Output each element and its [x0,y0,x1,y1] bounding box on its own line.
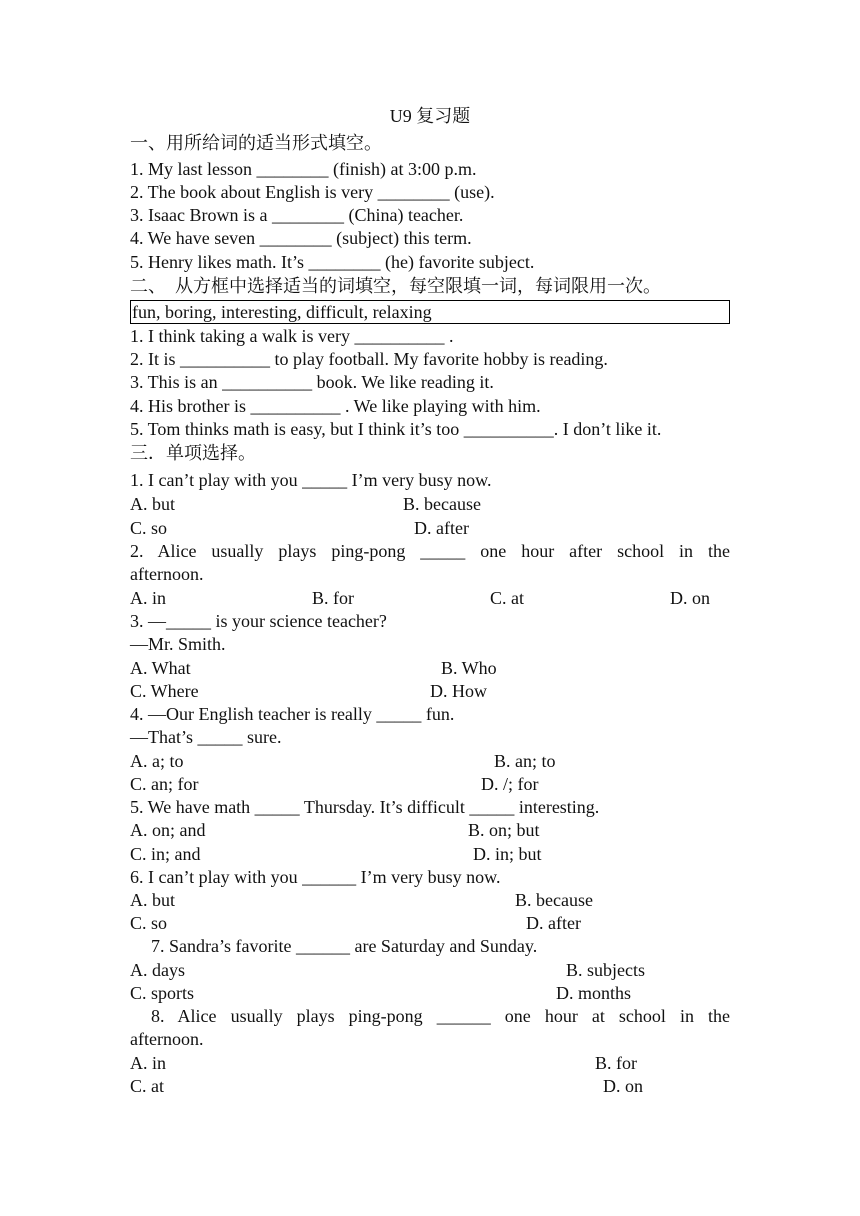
question-2-stem-cont: afternoon. [130,564,204,584]
question-7-option-b: B. subjects [566,960,645,980]
question-6-option-a: A. but [130,890,175,910]
question-5-option-b: B. on; but [468,820,540,840]
question-1-option-d: D. after [414,518,469,538]
question-3-option-a: A. What [130,658,191,678]
question-7-option-a: A. days [130,960,185,980]
question-5-stem: 5. We have math _____ Thursday. It’s difficult _____ interesting. [130,797,600,817]
section2-heading: 二、 从方框中选择适当的词填空，每空限填一词，每词限用一次。 [130,276,661,296]
section3-heading: 三．单项选择。 [130,443,256,463]
page-title: U9 复习题 [389,106,471,126]
question-6-stem: 6. I can’t play with you ______ I’m very busy now. [130,867,501,887]
question-1-option-b: B. because [403,494,481,514]
question-4-option-c: C. an; for [130,774,199,794]
question-4-reply: —That’s _____ sure. [130,727,282,747]
question-2-option-d: D. on [670,588,710,608]
question-1-option-c: C. so [130,518,168,538]
question-4-option-b: B. an; to [494,751,556,771]
question-8-option-a: A. in [130,1053,166,1073]
section1-item-1: 1. My last lesson ________ (finish) at 3:00 p.m. [130,159,477,179]
question-2-stem: 2. Alice usually plays ping-pong _____ one hour after school in the [130,541,730,561]
question-3-option-d: D. How [430,681,487,701]
question-8-option-d: D. on [603,1076,643,1096]
section1-heading: 一、用所给词的适当形式填空。 [130,133,382,153]
question-6-option-c: C. so [130,913,168,933]
question-8-option-b: B. for [595,1053,637,1073]
section1-item-4: 4. We have seven ________ (subject) this term. [130,228,472,248]
section1-item-3: 3. Isaac Brown is a ________ (China) teacher. [130,205,464,225]
question-6-option-d: D. after [526,913,581,933]
section2-item-2: 2. It is __________ to play football. My favorite hobby is reading. [130,349,608,369]
section1-item-2: 2. The book about English is very ________ (use). [130,182,495,202]
question-2-option-b: B. for [312,588,354,608]
section1-item-5: 5. Henry likes math. It’s ________ (he) favorite subject. [130,252,535,272]
section2-item-4: 4. His brother is __________ . We like playing with him. [130,396,541,416]
question-7-stem: 7. Sandra’s favorite ______ are Saturday and Sunday. [151,936,538,956]
word-box-text: fun, boring, interesting, difficult, relaxing [132,302,432,322]
question-5-option-c: C. in; and [130,844,201,864]
question-7-option-d: D. months [556,983,632,1003]
section2-item-3: 3. This is an __________ book. We like reading it. [130,372,494,392]
question-4-option-d: D. /; for [481,774,539,794]
question-3-stem: 3. —_____ is your science teacher? [130,611,387,631]
question-5-option-a: A. on; and [130,820,206,840]
question-8-stem-cont: afternoon. [130,1029,204,1049]
question-4-stem: 4. —Our English teacher is really _____ fun. [130,704,455,724]
question-3-reply: —Mr. Smith. [130,634,226,654]
question-7-option-c: C. sports [130,983,195,1003]
question-4-option-a: A. a; to [130,751,184,771]
question-2-option-c: C. at [490,588,524,608]
question-6-option-b: B. because [515,890,593,910]
question-1-stem: 1. I can’t play with you _____ I’m very busy now. [130,470,492,490]
question-1-option-a: A. but [130,494,175,514]
question-2-option-a: A. in [130,588,166,608]
section2-item-1: 1. I think taking a walk is very __________ . [130,326,454,346]
question-8-stem: 8. Alice usually plays ping-pong ______ one hour at school in the [151,1006,730,1026]
question-3-option-b: B. Who [441,658,497,678]
question-3-option-c: C. Where [130,681,199,701]
section2-item-5: 5. Tom thinks math is easy, but I think it’s too __________. I don’t like it. [130,419,662,439]
question-5-option-d: D. in; but [473,844,542,864]
question-8-option-c: C. at [130,1076,164,1096]
word-box [130,300,730,324]
